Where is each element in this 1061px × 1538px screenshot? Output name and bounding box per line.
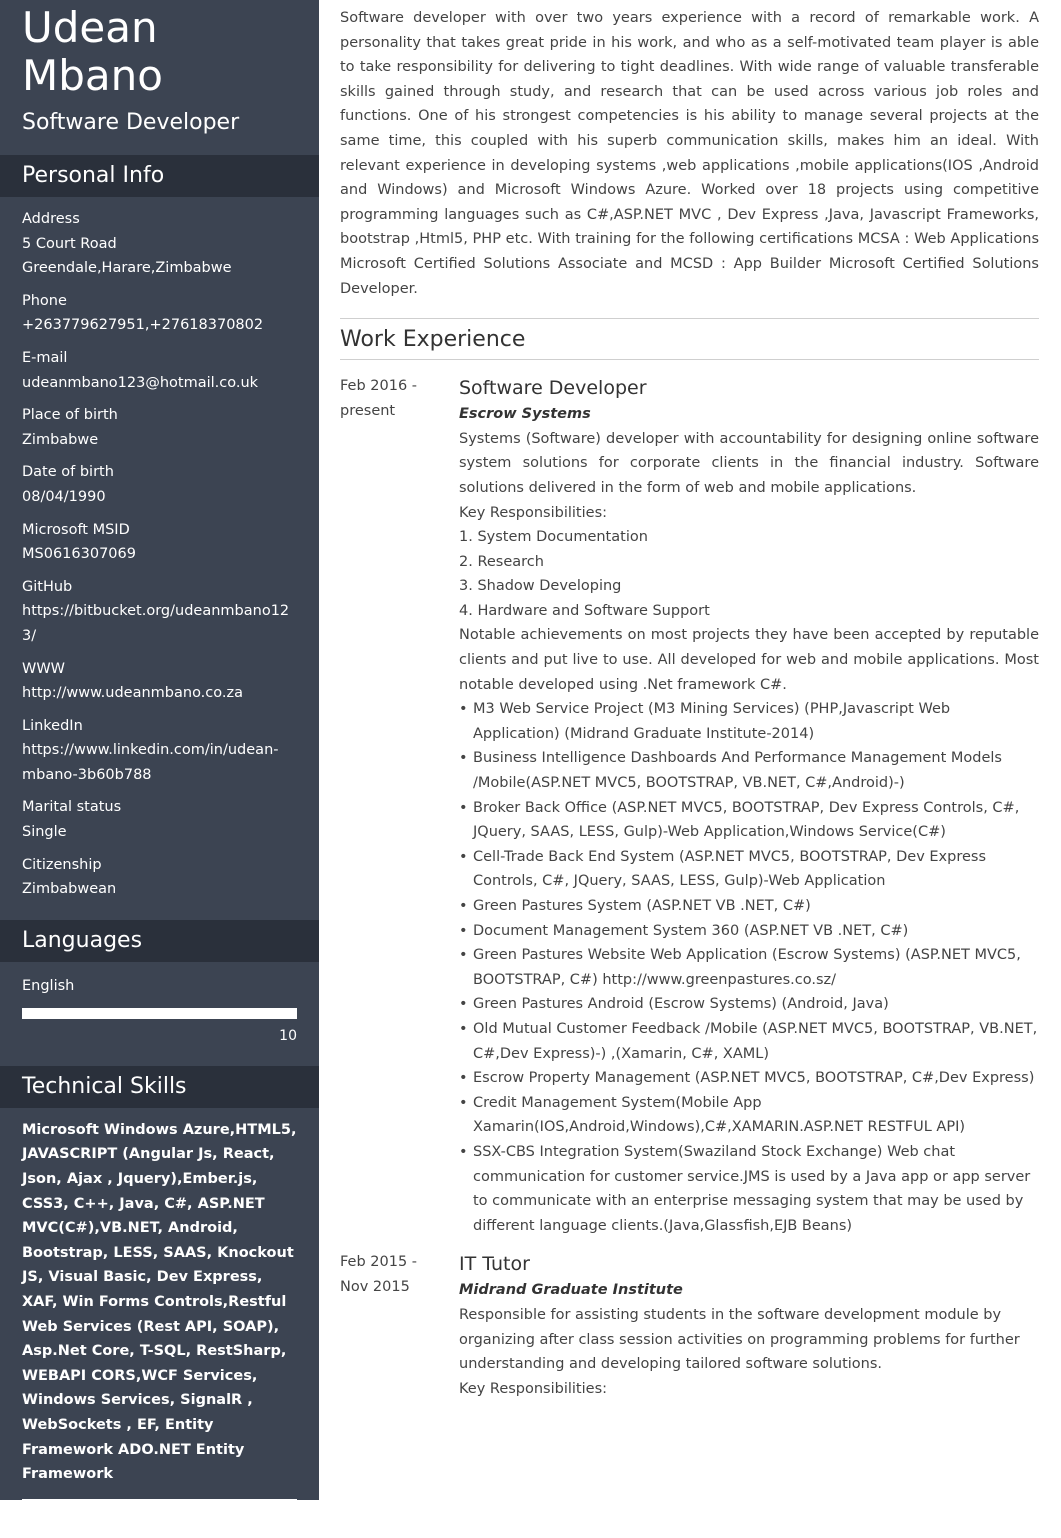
info-label: Microsoft MSID [22, 521, 130, 538]
project-item: • Green Pastures Website Web Application (Escrow Systems) (ASP.NET MVC5, BOOTSTRAP, C#) http://www.greenpastures.co.sz/ [459, 943, 1039, 992]
language-name: English [22, 977, 75, 994]
project-item: • Green Pastures Android (Escrow Systems) (Android, Java) [459, 992, 1039, 1017]
skills-heading: Technical Skills [0, 1066, 319, 1108]
language-level-bar [22, 1008, 297, 1019]
project-item: • Old Mutual Customer Feedback /Mobile (ASP.NET MVC5, BOOTSTRAP, VB.NET, C#,Dev Express)-) ,(Xamarin, C#, XAML) [459, 1017, 1039, 1066]
skills-level-value: 10 [279, 1518, 297, 1535]
project-item: • Escrow Property Management (ASP.NET MVC5, BOOTSTRAP, C#,Dev Express) [459, 1066, 1039, 1091]
info-address [22, 207, 297, 281]
info-citizenship [22, 853, 297, 902]
job-date-start: Feb 2016 - [340, 378, 418, 395]
info-label: Address [22, 211, 80, 227]
github-link[interactable]: https://bitbucket.org/udeanmbano123/ [22, 603, 290, 644]
project-item: • Cell-Trade Back End System (ASP.NET MVC5, BOOTSTRAP, Dev Express Controls, C#, JQuery, SAAS, LESS, Gulp)-Web Application [459, 845, 1039, 894]
project-item: • M3 Web Service Project (M3 Mining Services) (PHP,Javascript Web Application) (Midrand Graduate Institute-2014) [459, 697, 1039, 746]
job-date-start: Feb 2015 - [340, 1254, 418, 1271]
main-content [340, 6, 1039, 1401]
website-link[interactable]: http://www.udeanmbano.co.za [22, 685, 243, 702]
project-item: • Business Intelligence Dashboards And Performance Management Models /Mobile(ASP.NET MVC5, BOOTSTRAP, VB.NET, C#,Android)-) [459, 746, 1039, 795]
job-achievements: Notable achievements on most projects they have been accepted by reputable clients and put live to use. All developed for web and mobile applications. Most notable developed using .Net framework C#. [459, 627, 1039, 693]
project-item: • Credit Management System(Mobile App Xamarin(IOS,Android,Windows),C#,XAMARIN.ASP.NET RESTFUL API) [459, 1091, 1039, 1140]
info-value: Single [22, 824, 67, 841]
responsibility-item: 2. Research [459, 553, 544, 570]
personal-info-heading: Personal Info [0, 155, 319, 197]
info-label: WWW [22, 660, 66, 677]
job-date [340, 1250, 459, 1401]
job-body [459, 374, 1039, 1238]
job-description: Systems (Software) developer with accountability for designing online software system solutions for corporate clients in the financial industry. Software solutions delivered in the form of web and mobile applications. [459, 430, 1039, 496]
info-email [22, 346, 297, 395]
info-label: Citizenship [22, 856, 102, 873]
info-label: Date of birth [22, 464, 114, 481]
email-link[interactable]: udeanmbano123@hotmail.co.uk [22, 374, 259, 391]
name-first: Udean [22, 3, 158, 52]
candidate-role: Software Developer [22, 110, 240, 135]
job-company: Midrand Graduate Institute [459, 1282, 683, 1299]
info-microsoft-msid [22, 518, 297, 567]
skills-block [0, 1108, 319, 1538]
info-value: Zimbabwean [22, 881, 117, 898]
candidate-name [22, 4, 297, 100]
skills-level-bar [22, 1499, 297, 1510]
professional-summary: Software developer with over two years experience with a record of remarkable work. A personality that takes great pride in his work, and who as a self-motivated team player is able to take responsibility for delivering to tight deadlines. With wide range of valuable transferable skills gained through study, and research that can be used across various job roles and functions. One of his strongest competencies is his ability to manage several projects at the same time, this coupled with his superb communication skills, makes him an ideal. With relevant experience in developing systems ,web applications ,mobile applications(IOS ,Android and Windows) and Microsoft Windows Azure. Worked over 18 projects using competitive programming languages such as C#,ASP.NET MVC , Dev Express ,Java, Javascript Frameworks, bootstrap ,Html5, PHP etc. With training for the following certifications MCSA : Web Applications Microsoft Certified Solutions Associate and MCSD : App Builder Microsoft Certified Solutions Developer. [340, 10, 1039, 297]
name-block [0, 0, 319, 155]
job-description: Responsible for assisting students in the software development module by organizing after class session activities on programming problems for further understanding and developing tailored software solutions. [459, 1306, 1020, 1373]
info-phone [22, 289, 297, 338]
responsibility-item: 4. Hardware and Software Support [459, 602, 710, 619]
job-date [340, 374, 459, 1238]
info-github [22, 575, 297, 649]
languages-heading: Languages [0, 920, 319, 962]
skills-text: Microsoft Windows Azure,HTML5, JAVASCRIPT (Angular Js, React, Json, Ajax , Jquery),Ember.js, CSS3, C++, Java, C#, ASP.NET MVC(C#),VB.NET, Android, Bootstrap, LESS, SAAS, Knockout JS, Visual Basic, Dev Express, XAF, Win Forms Controls,Restful Web Services (Rest API, SOAP), Asp.Net Core, T-SQL, RestSharp, WEBAPI CORS,WCF Services, Windows Services, SignalR , WebSockets , EF, Entity Framework ADO.NET Entity Framework [22, 1121, 297, 1483]
responsibilities-label: Key Responsibilities: [459, 504, 608, 521]
info-value: 08/04/1990 [22, 488, 106, 505]
skills-level-fill [22, 1499, 297, 1510]
info-label: E-mail [22, 349, 68, 366]
job-company: Escrow Systems [459, 406, 591, 423]
info-marital-status [22, 795, 297, 844]
project-item: • Document Management System 360 (ASP.NET VB .NET, C#) [459, 919, 1039, 944]
project-item: • Green Pastures System (ASP.NET VB .NET, C#) [459, 894, 1039, 919]
personal-info-list [0, 197, 319, 920]
info-value: Zimbabwe [22, 431, 99, 448]
info-value: +263779627951,+27618370802 [22, 317, 264, 334]
job-date-end: Nov 2015 [340, 1278, 410, 1295]
info-linkedin [22, 714, 297, 788]
info-label: Phone [22, 292, 67, 309]
language-level-value: 10 [279, 1027, 297, 1044]
linkedin-link[interactable]: https://www.linkedin.com/in/udean-mbano-3b60b788 [22, 742, 279, 783]
info-value: MS0616307069 [22, 546, 136, 563]
job-body [459, 1250, 1039, 1401]
info-label: GitHub [22, 578, 73, 595]
job-entry [340, 1250, 1039, 1401]
info-place-of-birth [22, 403, 297, 452]
job-date-end: present [340, 402, 396, 419]
responsibility-item: 1. System Documentation [459, 529, 648, 546]
info-label: Place of birth [22, 407, 118, 424]
info-www [22, 657, 297, 706]
job-title: Software Developer [459, 377, 647, 400]
info-value: 5 Court Road Greendale,Harare,Zimbabwe [22, 235, 232, 277]
language-level-fill [22, 1008, 297, 1019]
info-label: LinkedIn [22, 717, 83, 734]
language-english [0, 962, 319, 1066]
project-list [459, 697, 1039, 1238]
project-item: • SSX-CBS Integration System(Swaziland Stock Exchange) Web chat communication for customer service.JMS is used by a Java app or app server to communicate with an enterprise messaging system that may be used by different language clients.(Java,Glassfish,EJB Beans) [459, 1140, 1039, 1238]
work-experience-heading: Work Experience [340, 318, 1039, 360]
responsibilities-label: Key Responsibilities: [459, 1380, 608, 1397]
job-title: IT Tutor [459, 1253, 530, 1276]
job-entry [340, 374, 1039, 1238]
name-last: Mbano [22, 51, 163, 100]
info-label: Marital status [22, 799, 122, 816]
project-item: • Broker Back Office (ASP.NET MVC5, BOOTSTRAP, Dev Express Controls, C#, JQuery, SAAS, LESS, Gulp)-Web Application,Windows Service(C#) [459, 796, 1039, 845]
sidebar [0, 0, 319, 1535]
info-date-of-birth [22, 460, 297, 509]
responsibility-item: 3. Shadow Developing [459, 578, 622, 595]
